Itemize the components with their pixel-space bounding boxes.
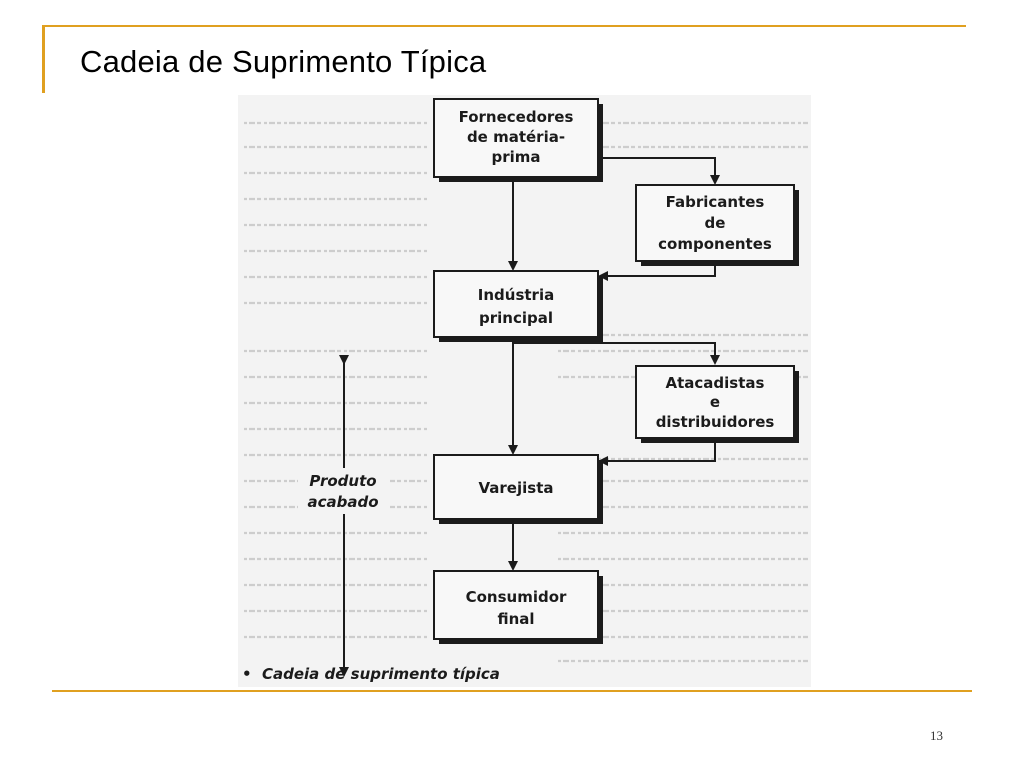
- node-varejista: [434, 455, 603, 524]
- node-fabricantes: [636, 185, 799, 266]
- node-atacadistas: [636, 366, 799, 443]
- node-fabricantes-line-3: componentes: [658, 235, 772, 253]
- title-frame-left-rule: [42, 25, 45, 93]
- node-fabricantes-line-2: de: [704, 214, 726, 232]
- page-number: 13: [930, 728, 943, 743]
- caption-bullet: •: [242, 665, 252, 683]
- finished-product-label-line-1: Produto: [309, 472, 377, 490]
- supply-chain-figure: [238, 95, 811, 687]
- node-industria-line-1: Indústria: [477, 286, 555, 304]
- node-fornecedores-line-2: de matéria-: [466, 128, 566, 146]
- node-industria-line-2: principal: [479, 309, 553, 327]
- supply-chain-diagram: [238, 95, 811, 687]
- node-fornecedores: [434, 99, 603, 182]
- node-atacadistas-line-1: Atacadistas: [665, 374, 765, 392]
- node-fornecedores-line-1: Fornecedores: [458, 108, 574, 126]
- node-fornecedores-line-3: prima: [491, 148, 541, 166]
- node-atacadistas-line-3: distribuidores: [655, 413, 775, 431]
- node-industria: [434, 271, 603, 342]
- node-varejista-line-1: Varejista: [478, 479, 554, 497]
- finished-product-label: [298, 468, 390, 514]
- node-consumidor-line-2: final: [497, 610, 535, 628]
- arrow-industria-to-atacadistas: [513, 343, 715, 363]
- figure-caption: Cadeia de suprimento típica: [262, 665, 500, 683]
- title-frame-top-rule: [42, 25, 966, 27]
- node-fabricantes-line-1: Fabricantes: [665, 193, 765, 211]
- finished-product-label-line-2: acabado: [307, 493, 379, 511]
- node-atacadistas-line-2: e: [709, 393, 721, 411]
- footer-rule: [52, 690, 972, 692]
- node-consumidor-line-1: Consumidor: [465, 588, 567, 606]
- slide-title: Cadeia de Suprimento Típica: [80, 44, 487, 79]
- node-consumidor: [434, 571, 603, 644]
